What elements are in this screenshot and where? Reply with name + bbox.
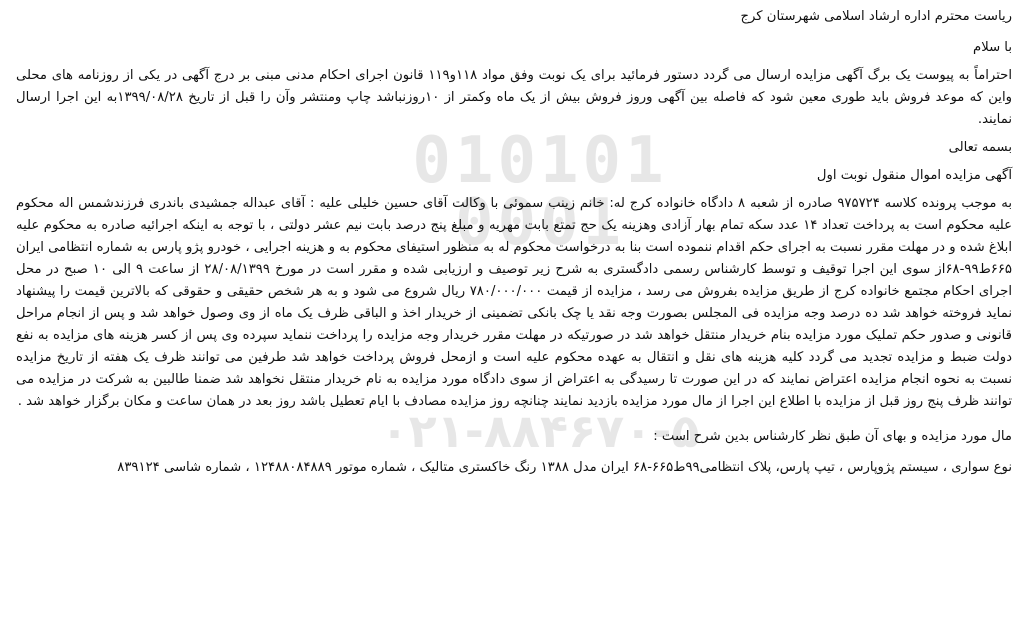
intro-paragraph: احتراماً به پیوست یک برگ آگهی مزایده ارسال می گردد دستور فرمائید برای یک نوبت وفق مواد ۱۱۸و۱۱۹ قانون اجرای احکام مدنی مبنی بر درج آگهی در یکی از روزنامه های محلی واین که موعد فروش باید طوری معین شود که فاصله بین آگهی وروز فروش بیش از یک ماه وکمتر از ۱۰روزنباشد چاپ ومنتشر وآن را قبل از تاریخ ۱۳۹۹/۰۸/۲۸به این اجرا ارسال نمایند. bbox=[16, 68, 1012, 127]
vehicle-details: نوع سواری ، سیستم پژوپارس ، تیپ پارس، پلاک انتظامی۹۹ط۶۶۵-۶۸ ایران مدل ۱۳۸۸ رنگ خاکستری متالیک ، شماره موتور ۱۲۴۸۸۰۸۴۸۸۹ ، شماره شاسی ۸۳۹۱۲۴ bbox=[117, 460, 1012, 475]
letter-content bbox=[16, 6, 1012, 479]
invocation: بسمه تعالی bbox=[948, 140, 1012, 155]
notice-title: آگهی مزایده اموال منقول نوبت اول bbox=[816, 168, 1012, 183]
notice-body: به موجب پرونده کلاسه ۹۷۵۷۲۴ صادره از شعبه ۸ دادگاه خانواده کرج له: خانم زینب سموئی با وکالت آقای حسین خلیلی علیه : آقای عبداله جمشیدی باندری فرزندشمس اله محکوم علیه محکوم است به پرداخت تعداد ۱۴ عدد سکه تمام بهار آزادی وهزینه یک حج تمتع بابت مهریه و مبلغ پنج درصد بابت نیم عشر دولتی ، با توجه به اینکه اجرائیه صادره به محکوم علیه ابلاغ شده و در مهلت مقرر نسبت به اجرای حکم اقدام ننموده است بنا به درخواست محکوم له به منظور استیفای محکوم به و هزینه اجرایی ، خودرو پژو پارس به شماره انتظامی ایران ۶۶۵ط۹۹-۶۸از سوی این اجرا توقیف و توسط کارشناس رسمی دادگستری به شرح زیر توصیف و ارزیابی شده و مقرر است در مورخ ۲۸/۰۸/۱۳۹۹ از ساعت ۹ الی ۱۰ صبح در محل اجرای احکام مجتمع خانواده کرج از طریق مزایده بفروش می رسد ، مزایده از قیمت ۷۸۰/۰۰۰/۰۰۰ ریال شروع می شود و به هر شخص حقیقی و حقوقی که بالاترین قیمت را پیشنهاد نماید فروخته خواهد شد ده درصد وجه مزایده فی المجلس بصورت وجه نقد یا چک بانکی تضمینی از خریدار اخذ و الباقی ظرف یک ماه از وی وصول خواهد شد و پس از انجام مراحل قانونی و صدور حکم تملیک مورد مزایده بنام خریدار منتقل خواهد شد در صورتیکه در مهلت مقرر خریدار وجه مزایده را پرداخت ننماید سپرده وی پس از کسر هزینه های مزایده به نفع دولت ضبط و مزایده تجدید می گردد کلیه هزینه های نقل و انتقال به عهده محکوم علیه است و ازمحل فروش پرداخت خواهد شد طرفین می توانند ظرف یک هفته از تاریخ مزایده نسبت به نحوه انجام مزایده اعتراض نمایند که در این صورت تا رسیدگی به اعتراض از سوی دادگاه مورد مزایده به نام خریدار منتقل نخواهد شد ضمنا طالبین به شرکت در مزایده می توانند ظرف پنج روز قبل از مزایده با اطلاع این اجرا از مال مورد مزایده بازدید نمایند چنانچه روز مزایده مصادف با ایام تعطیل باشد روز بعد در همان ساعت و مکان برگزار خواهد شد . bbox=[16, 196, 1013, 409]
watermark-digits-2: 0001 bbox=[454, 186, 626, 260]
greeting: با سلام bbox=[973, 40, 1012, 55]
watermark-digits-1: 010101 bbox=[412, 124, 668, 198]
addressee: ریاست محترم اداره ارشاد اسلامی شهرستان کرج bbox=[740, 9, 1012, 24]
watermark-phone: ۰۲۱-۸۸۴۶۷۰-۵ bbox=[380, 404, 700, 458]
description-heading: مال مورد مزایده و بهای آن طبق نظر کارشناس بدین شرح است : bbox=[653, 429, 1012, 444]
